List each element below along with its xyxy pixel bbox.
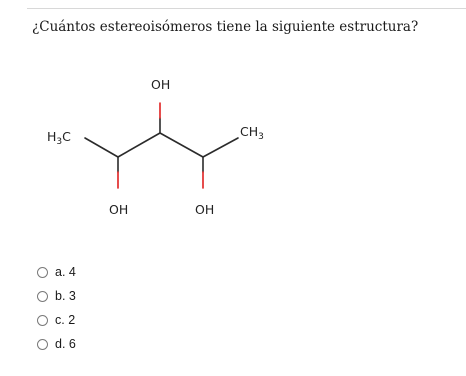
left-methyl-label (47, 129, 71, 147)
radio-button-b[interactable] (37, 291, 48, 302)
answer-options (37, 260, 76, 356)
bond-c3-c4 (160, 133, 203, 157)
radio-button-c[interactable] (37, 315, 48, 326)
right-methyl-subscript: 3 (258, 132, 264, 142)
option-d-label[interactable]: d. 6 (55, 337, 76, 351)
option-a-label[interactable]: a. 4 (55, 265, 76, 279)
option-c-label[interactable]: c. 2 (55, 313, 76, 327)
option-b[interactable] (37, 284, 76, 308)
option-b-label[interactable]: b. 3 (55, 289, 76, 303)
option-c[interactable] (37, 308, 76, 332)
bond-c4-c5 (203, 138, 238, 157)
oxygen-bonds (118, 103, 203, 188)
radio-button-d[interactable] (37, 339, 48, 350)
right-methyl-ch: CH (240, 124, 259, 139)
question-text: ¿Cuántos estereoisómeros tiene la siguiente estructura? (32, 19, 419, 35)
bond-c1-c2 (85, 138, 118, 157)
bottom-left-oh-label: OH (109, 202, 129, 217)
option-a[interactable] (37, 260, 76, 284)
left-methyl-subscript: 3 (56, 137, 63, 147)
radio-button-a[interactable] (37, 267, 48, 278)
option-d[interactable] (37, 332, 76, 356)
right-methyl-label (240, 124, 264, 142)
left-methyl-h: H (47, 129, 57, 144)
left-methyl-c: C (62, 129, 71, 144)
bond-c2-c3 (118, 133, 160, 157)
top-oh-label: OH (151, 77, 171, 92)
carbon-bonds (85, 133, 238, 157)
bottom-right-oh-label: OH (195, 202, 215, 217)
